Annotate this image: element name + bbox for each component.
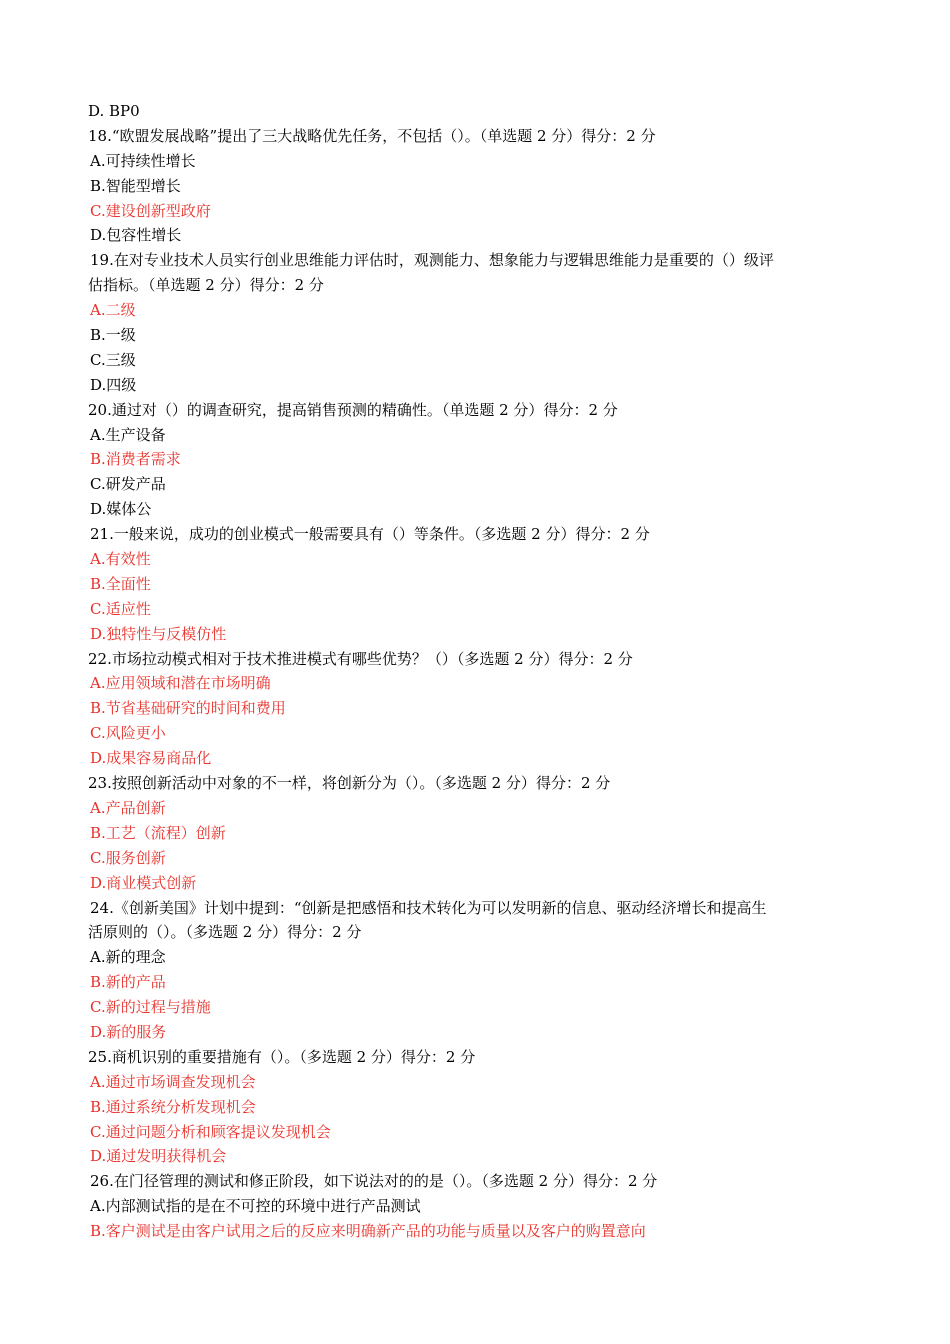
question-line: 25.商机识别的重要措施有（）。（多选题 2 分）得分：2 分 [88,1047,476,1066]
document-page [88,99,868,1244]
correct-option-line: C.新的过程与措施 [90,998,211,1017]
option-line: D.媒体公 [90,500,152,519]
question-line: 26.在门径管理的测试和修正阶段，如下说法对的的是（）。（多选题 2 分）得分：2 分 [90,1172,658,1191]
question-line: 21.一般来说，成功的创业模式一般需要具有（）等条件。（多选题 2 分）得分：2 分 [90,525,650,544]
question-continuation-line: 估指标。（单选题 2 分）得分：2 分 [88,276,324,295]
correct-option-line: A.应用领域和潜在市场明确 [90,674,271,693]
correct-option-line: C.服务创新 [90,848,166,867]
correct-option-line: B.节省基础研究的时间和费用 [90,699,286,718]
correct-option-line: C.建设创新型政府 [90,201,211,220]
correct-option-line: B.工艺（流程）创新 [90,823,226,842]
correct-option-line: B.客户测试是由客户试用之后的反应来明确新产品的功能与质量以及客户的购置意向 [90,1222,646,1241]
question-line: 18.“欧盟发展战略”提出了三大战略优先任务，不包括（）。（单选题 2 分）得分：2 分 [88,126,656,145]
question-line: 24.《创新美国》计划中提到：“创新是把感悟和技术转化为可以发明新的信息、驱动经济增长和提高生 [90,898,767,917]
option-line: C.三级 [90,350,136,369]
correct-option-line: B.全面性 [90,574,151,593]
correct-option-line: C.通过问题分析和顾客提议发现机会 [90,1122,331,1141]
option-line: B.一级 [90,326,136,345]
correct-option-line: A.二级 [90,301,136,320]
correct-option-line: A.有效性 [90,550,151,569]
correct-option-line: A.产品创新 [90,798,166,817]
option-line: D.四级 [90,375,137,394]
question-line: 20.通过对（）的调查研究，提高销售预测的精确性。（单选题 2 分）得分：2 分 [88,400,618,419]
correct-option-line: D.新的服务 [90,1022,167,1041]
option-line: A.可持续性增长 [90,151,196,170]
option-line: B.智能型增长 [90,176,181,195]
option-line: C.研发产品 [90,475,166,494]
option-line: D. BP0 [88,102,140,120]
correct-option-line: A.通过市场调查发现机会 [90,1072,256,1091]
correct-option-line: D.商业模式创新 [90,873,197,892]
question-line: 19.在对专业技术人员实行创业思维能力评估时，观测能力、想象能力与逻辑思维能力是重要的（）级评 [90,251,774,270]
correct-option-line: B.消费者需求 [90,450,181,469]
correct-option-line: B.通过系统分析发现机会 [90,1097,256,1116]
correct-option-line: D.独特性与反模仿性 [90,624,227,643]
option-line: D.包容性增长 [90,226,182,245]
correct-option-line: C.风险更小 [90,724,166,743]
correct-option-line: D.通过发明获得机会 [90,1147,227,1166]
correct-option-line: D.成果容易商品化 [90,749,212,768]
option-line: A.生产设备 [90,425,166,444]
question-line: 23.按照创新活动中对象的不一样，将创新分为（）。（多选题 2 分）得分：2 分 [88,774,611,793]
correct-option-line: C.适应性 [90,599,151,618]
question-continuation-line: 活原则的（）。（多选题 2 分）得分：2 分 [88,923,362,942]
option-line: A.新的理念 [90,948,166,967]
option-line: A.内部测试指的是在不可控的环境中进行产品测试 [90,1197,421,1216]
question-line: 22.市场拉动模式相对于技术推进模式有哪些优势？（）（多选题 2 分）得分：2 分 [88,649,633,668]
correct-option-line: B.新的产品 [90,973,166,992]
